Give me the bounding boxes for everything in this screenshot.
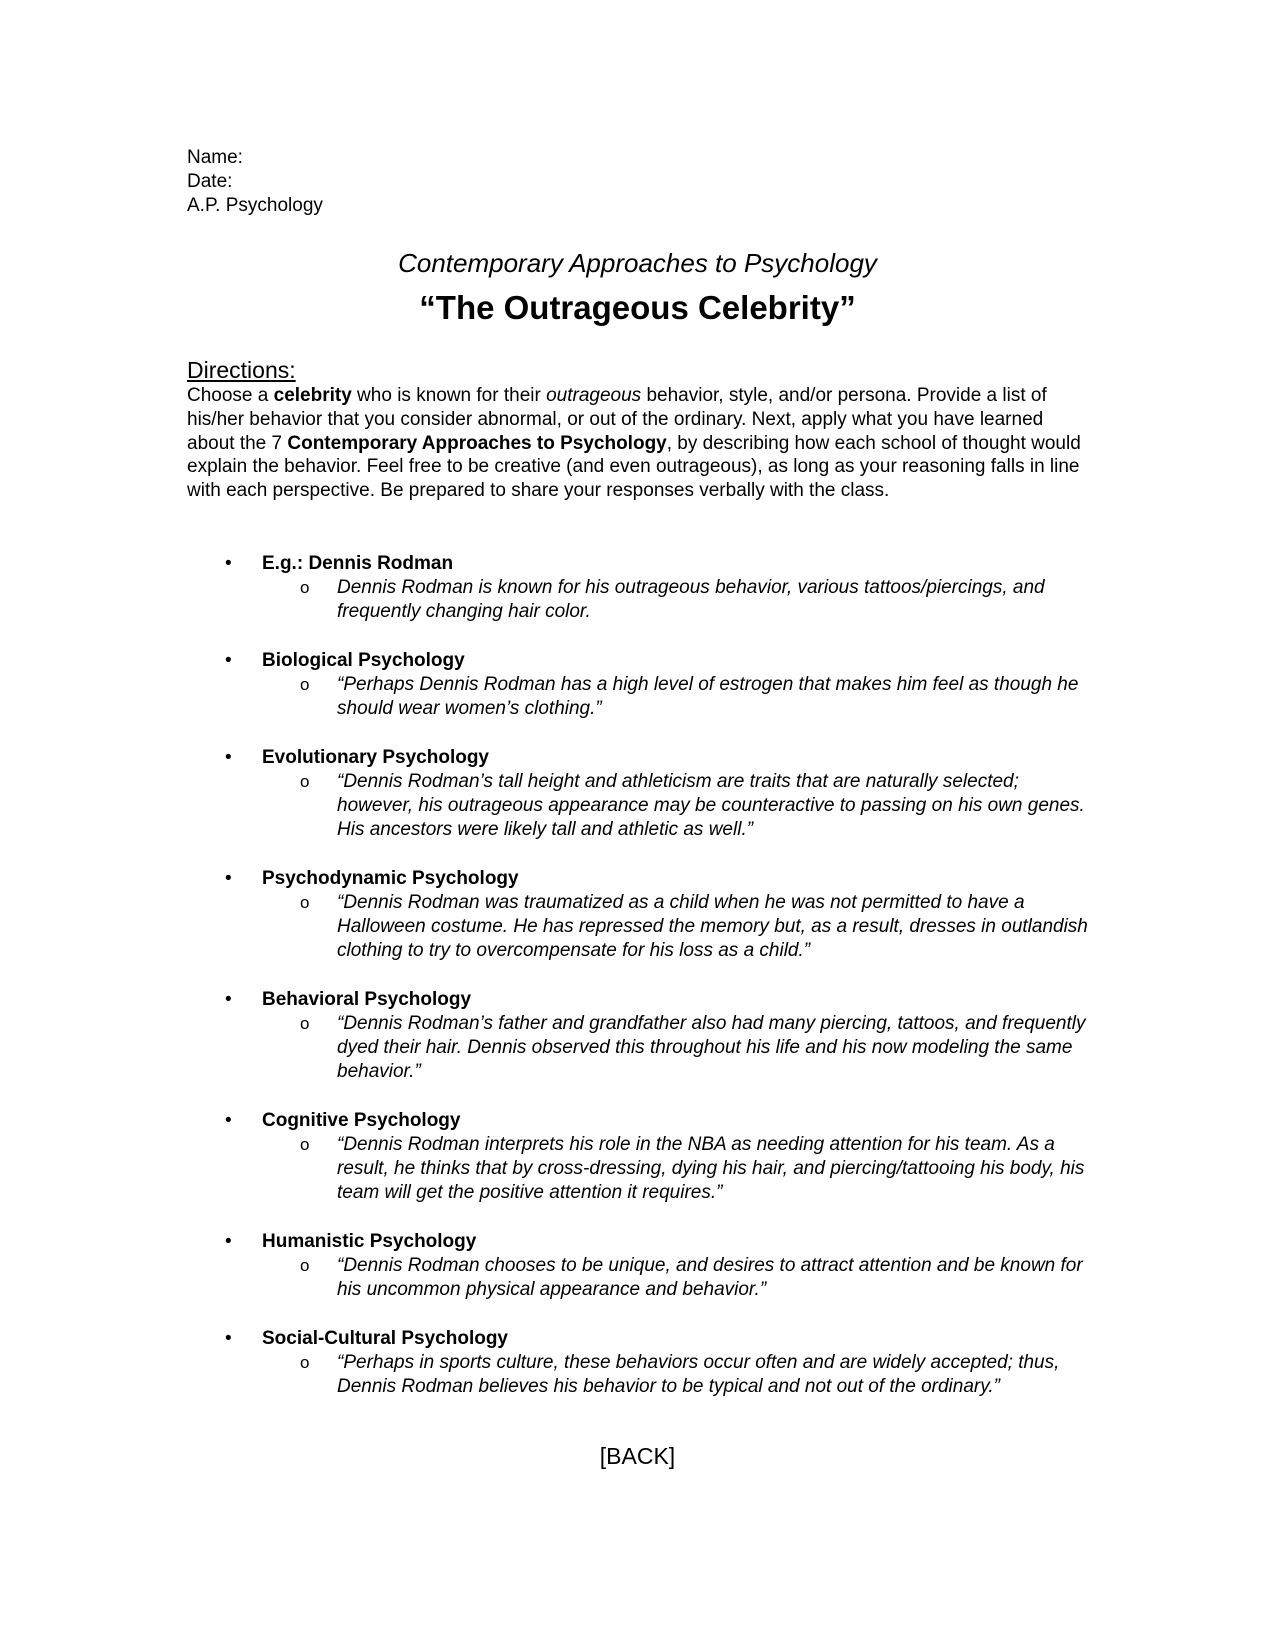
bullet-icon: • — [225, 747, 232, 768]
list-item-description — [300, 891, 1095, 963]
document-subtitle: Contemporary Approaches to Psychology — [398, 248, 877, 278]
list-item-label: Behavioral Psychology — [262, 989, 472, 1010]
list-item-label: Social-Cultural Psychology — [262, 1328, 508, 1349]
sub-bullet-icon: o — [300, 772, 310, 791]
list-item — [0, 1230, 1275, 1302]
bullet-icon: • — [225, 1231, 232, 1252]
list-item-text: Dennis Rodman is known for his outrageous behavior, various tattoos/piercings, and frequently changing hair color. — [337, 577, 1045, 622]
sub-bullet-icon: o — [300, 1353, 310, 1372]
sub-bullet-icon: o — [300, 578, 310, 597]
date-label: Date: — [187, 171, 233, 192]
bullet-icon: • — [225, 1328, 232, 1349]
bullet-icon: • — [225, 868, 232, 889]
list-item-description — [300, 770, 1095, 842]
directions-text-4: , by describing how each school of thought would explain the behavior. Feel free to be creative (and even outrageous), as long as your reasoning falls in line with each perspective. Be prepared to share your responses verbally with the class. — [187, 432, 1081, 502]
list-item — [0, 867, 1275, 963]
list-item-text: “Dennis Rodman was traumatized as a child when he was not permitted to have a Halloween costume. He has repressed the memory but, as a result, dresses in outlandish clothing to try to overcompensate for his loss as a child.” — [337, 892, 1088, 961]
directions-heading: Directions: — [187, 357, 296, 383]
student-header — [187, 146, 323, 218]
list-item — [0, 1109, 1275, 1205]
list-item-description — [300, 673, 1095, 721]
list-item-description — [300, 1133, 1095, 1205]
list-item-description — [300, 1351, 1095, 1399]
list-item-label: Humanistic Psychology — [262, 1231, 477, 1252]
list-item-description — [300, 1254, 1095, 1302]
directions-text-2: who is known for their — [351, 385, 547, 406]
list-item — [0, 1327, 1275, 1399]
list-item — [0, 988, 1275, 1084]
approaches-list — [0, 552, 1275, 1424]
list-item — [0, 746, 1275, 842]
sub-bullet-icon: o — [300, 1135, 310, 1154]
sub-bullet-icon: o — [300, 675, 310, 694]
directions-bold-celebrity: celebrity — [273, 385, 352, 406]
list-item-label: Evolutionary Psychology — [262, 747, 489, 768]
list-item-label: Biological Psychology — [262, 650, 465, 671]
sub-bullet-icon: o — [300, 1256, 310, 1275]
directions-bold-approaches: Contemporary Approaches to Psychology — [287, 432, 667, 454]
directions-text-3: behavior, style, and/or persona. Provide a list of his/her behavior that you consider abnormal, or out of the ordinary. Next, apply what you have learned about the 7 — [187, 385, 1047, 454]
directions-text-1: Choose a — [187, 385, 274, 406]
bullet-icon: • — [225, 553, 232, 574]
list-item-label: Psychodynamic Psychology — [262, 868, 519, 889]
name-label: Name: — [187, 147, 243, 168]
list-item-text: “Dennis Rodman’s tall height and athleticism are traits that are naturally selected; however, his outrageous appearance may be counteractive to passing on his own genes. His ancestors were likely tall and athletic as well.” — [337, 771, 1085, 840]
list-item — [0, 552, 1275, 624]
list-item-text: “Dennis Rodman’s father and grandfather also had many piercing, tattoos, and frequently dyed their hair. Dennis observed this throughout his life and his now modeling the same behavior.” — [337, 1013, 1086, 1082]
directions-paragraph — [187, 384, 1087, 503]
list-item-label: E.g.: Dennis Rodman — [262, 553, 454, 574]
course-label: A.P. Psychology — [187, 195, 323, 216]
back-link[interactable]: [BACK] — [599, 1443, 676, 1469]
document-title: “The Outrageous Celebrity” — [419, 289, 856, 326]
list-item-description — [300, 1012, 1095, 1084]
list-item-text: “Perhaps in sports culture, these behaviors occur often and are widely accepted; thus, Dennis Rodman believes his behavior to be typical and not out of the ordinary.” — [337, 1352, 1060, 1397]
list-item-text: “Dennis Rodman interprets his role in the NBA as needing attention for his team. As a result, he thinks that by cross-dressing, dying his hair, and piercing/tattooing his body, his team will get the positive attention it requires.” — [337, 1134, 1085, 1203]
list-item-text: “Dennis Rodman chooses to be unique, and desires to attract attention and be known for his uncommon physical appearance and behavior.” — [337, 1255, 1083, 1300]
bullet-icon: • — [225, 989, 232, 1010]
list-item-description — [300, 576, 1095, 624]
sub-bullet-icon: o — [300, 893, 310, 912]
directions-italic-outrageous: outrageous — [546, 385, 642, 406]
list-item-label: Cognitive Psychology — [262, 1110, 461, 1131]
bullet-icon: • — [225, 1110, 232, 1131]
sub-bullet-icon: o — [300, 1014, 310, 1033]
list-item-text: “Perhaps Dennis Rodman has a high level of estrogen that makes him feel as though he should wear women’s clothing.” — [337, 674, 1079, 719]
bullet-icon: • — [225, 650, 232, 671]
list-item — [0, 649, 1275, 721]
